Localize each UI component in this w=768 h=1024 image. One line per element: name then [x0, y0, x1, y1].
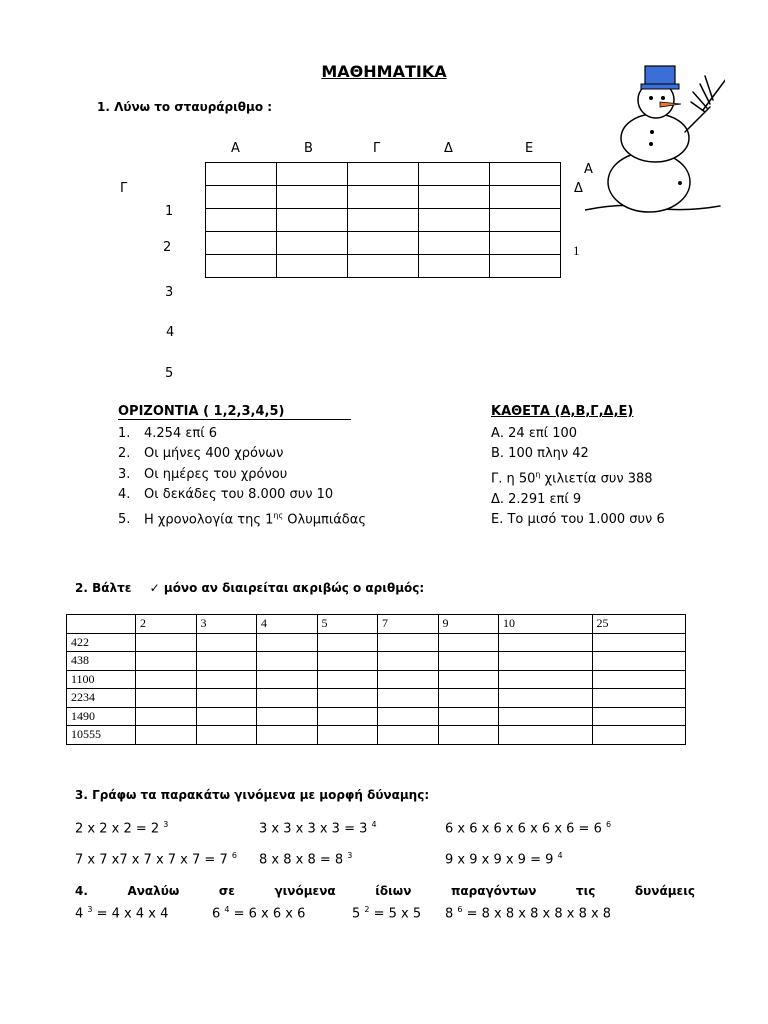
crossword-cell[interactable] — [348, 209, 419, 232]
clue-item: 5. Η χρονολογία της $1^{\eta\varsigma}$ Ολυμπιάδας — [118, 510, 366, 527]
row-label-1: 1 — [165, 204, 174, 219]
crossword-cell[interactable] — [277, 163, 348, 186]
crossword-cell[interactable] — [348, 255, 419, 278]
col-label-a: Α — [231, 141, 240, 156]
clue-item: Α. 24 επί 100 — [491, 426, 578, 441]
check-cell[interactable] — [257, 689, 318, 708]
table-row — [67, 652, 686, 671]
exercise-3-heading: 3. Γράφω τα παρακάτω γινόμενα με μορφή δύναμης: — [75, 788, 430, 802]
expansion-item: 8 $^6$ = 8 x 8 x 8 x 8 x 8 x 8 — [445, 905, 612, 922]
check-cell[interactable] — [196, 633, 257, 652]
col-label-d: Δ — [444, 141, 453, 156]
crossword-cell[interactable] — [490, 255, 561, 278]
check-cell[interactable] — [136, 707, 197, 726]
number-cell: 422 — [67, 633, 136, 652]
check-cell[interactable] — [257, 652, 318, 671]
check-cell[interactable] — [378, 633, 439, 652]
exercise-1-heading: 1. Λύνω το σταυράριθμο : — [97, 100, 273, 114]
expansion-item: 5 $^2$ = 5 x 5 — [352, 905, 422, 922]
crossword-grid — [205, 162, 561, 278]
check-cell[interactable] — [317, 726, 378, 745]
crossword-cell[interactable] — [277, 232, 348, 255]
clue-item: 3. Οι ημέρες του χρόνου — [118, 466, 288, 482]
number-cell: 2234 — [67, 689, 136, 708]
check-cell[interactable] — [592, 633, 686, 652]
table-corner-cell — [67, 615, 136, 634]
expansion-item: 4 $^3$ = 4 x 4 x 4 — [75, 905, 169, 922]
check-cell[interactable] — [499, 707, 593, 726]
snowman-button — [650, 130, 654, 134]
col-label-c: Γ — [373, 141, 381, 156]
row-label-4: 4 — [166, 325, 175, 340]
clue-item: Δ. 2.291 επί 9 — [491, 491, 582, 507]
divisor-header: 4 — [257, 615, 318, 634]
table-row — [67, 707, 686, 726]
check-cell[interactable] — [592, 689, 686, 708]
side-letter-left: Γ — [120, 181, 128, 196]
table-row — [67, 726, 686, 745]
snowman-eye — [649, 96, 653, 100]
check-cell[interactable] — [196, 689, 257, 708]
check-cell[interactable] — [196, 707, 257, 726]
clue-item: 4. Οι δεκάδες του 8.000 συν 10 — [118, 487, 334, 503]
expansion-item: 6 $^4$ = 6 x 6 x 6 — [212, 905, 306, 922]
check-cell[interactable] — [136, 670, 197, 689]
check-cell[interactable] — [438, 689, 499, 708]
crossword-cell[interactable] — [419, 186, 490, 209]
crossword-cell[interactable] — [277, 209, 348, 232]
crossword-cell[interactable] — [490, 232, 561, 255]
crossword-cell[interactable] — [277, 186, 348, 209]
table-row — [67, 689, 686, 708]
divisor-header: 5 — [317, 615, 378, 634]
crossword-cell[interactable] — [348, 163, 419, 186]
check-cell[interactable] — [196, 726, 257, 745]
divisor-header: 2 — [136, 615, 197, 634]
power-item: 2 x 2 x 2 = 2 $^3$ — [75, 820, 169, 837]
divisor-header: 9 — [438, 615, 499, 634]
table-row — [67, 633, 686, 652]
check-cell[interactable] — [438, 707, 499, 726]
crossword-cell[interactable] — [206, 209, 277, 232]
row-label-3: 3 — [165, 285, 174, 300]
crossword-cell[interactable] — [419, 163, 490, 186]
number-cell: 1100 — [67, 670, 136, 689]
check-cell[interactable] — [196, 652, 257, 671]
crossword-cell[interactable] — [348, 232, 419, 255]
crossword-cell[interactable] — [206, 163, 277, 186]
divisor-header: 10 — [499, 615, 593, 634]
check-cell[interactable] — [317, 707, 378, 726]
side-letter-right-d: Δ — [574, 181, 583, 196]
crossword-cell[interactable] — [419, 232, 490, 255]
check-cell[interactable] — [438, 652, 499, 671]
check-cell[interactable] — [499, 633, 593, 652]
crossword-cell[interactable] — [348, 186, 419, 209]
power-item: 6 x 6 x 6 x 6 x 6 x 6 = 6 $^6$ — [445, 820, 612, 837]
side-number-right: 1 — [573, 243, 580, 258]
check-cell[interactable] — [317, 633, 378, 652]
divisor-header: 7 — [378, 615, 439, 634]
snowman-eye — [661, 96, 665, 100]
vertical-heading: ΚΑΘΕΤΑ (Α,Β,Γ,Δ,Ε) — [491, 404, 634, 419]
row-label-5: 5 — [165, 366, 174, 381]
exercise-4-heading: 4. Αναλύω σε γινόμενα ίδιων παραγόντων τις δυνάμεις — [75, 884, 695, 898]
check-cell[interactable] — [257, 633, 318, 652]
table-header-row — [67, 615, 686, 634]
number-cell: 1490 — [67, 707, 136, 726]
snowman-button — [649, 142, 653, 146]
check-cell[interactable] — [136, 726, 197, 745]
power-item: 3 x 3 x 3 x 3 = 3 $^4$ — [259, 820, 377, 837]
check-cell[interactable] — [499, 652, 593, 671]
row-label-2: 2 — [163, 240, 172, 255]
check-cell[interactable] — [499, 670, 593, 689]
crossword-cell[interactable] — [419, 255, 490, 278]
check-cell[interactable] — [592, 652, 686, 671]
check-cell[interactable] — [378, 670, 439, 689]
crossword-cell[interactable] — [206, 186, 277, 209]
page-title: ΜΑΘΗΜΑΤΙΚΑ — [321, 62, 447, 81]
snowman-button — [678, 181, 682, 185]
col-label-b: Β — [304, 141, 313, 156]
crossword-cell[interactable] — [490, 163, 561, 186]
snowman-illustration — [585, 62, 725, 220]
check-cell[interactable] — [378, 726, 439, 745]
check-cell[interactable] — [378, 652, 439, 671]
check-cell[interactable] — [257, 726, 318, 745]
check-cell[interactable] — [317, 670, 378, 689]
check-cell[interactable] — [136, 652, 197, 671]
snowman-arm — [685, 107, 710, 132]
vertical-clues — [491, 424, 665, 530]
check-cell[interactable] — [136, 633, 197, 652]
side-letter-right-a: Α — [584, 162, 593, 177]
clue-item: 2. Οι μήνες 400 χρόνων — [118, 446, 284, 462]
check-cell[interactable] — [438, 670, 499, 689]
clue-item: 1. 4.254 επί 6 — [118, 426, 218, 441]
check-cell[interactable] — [317, 689, 378, 708]
check-cell[interactable] — [317, 652, 378, 671]
check-cell[interactable] — [257, 670, 318, 689]
clue-item: Β. 100 πλην 42 — [491, 446, 589, 462]
crossword-cell[interactable] — [419, 209, 490, 232]
check-icon: ✓ — [149, 581, 160, 595]
check-cell[interactable] — [378, 689, 439, 708]
check-cell[interactable] — [499, 726, 593, 745]
exercise-2-heading: 2. Βάλτε ✓ μόνο αν διαιρείται ακριβώς ο αριθμός: — [75, 581, 425, 595]
check-cell[interactable] — [438, 726, 499, 745]
divisor-header: 25 — [592, 615, 686, 634]
horizontal-heading: ΟΡΙΖΟΝΤΙΑ ( 1,2,3,4,5) — [118, 404, 351, 420]
crossword-cell[interactable] — [277, 255, 348, 278]
crossword-cell[interactable] — [206, 232, 277, 255]
clue-item: Γ. η $50^\eta$ χιλιετία συν 388 — [491, 469, 653, 487]
divisor-header: 3 — [196, 615, 257, 634]
horizontal-clues — [118, 424, 366, 530]
power-item: 8 x 8 x 8 = 8 $^3$ — [259, 851, 353, 868]
crossword-cell[interactable] — [490, 209, 561, 232]
broom-stick — [703, 67, 725, 110]
check-cell[interactable] — [592, 707, 686, 726]
check-cell[interactable] — [378, 707, 439, 726]
power-item: 7 x 7 x7 x 7 x 7 x 7 = 7 $^6$ — [75, 851, 237, 868]
snowman-hat-brim — [641, 84, 679, 89]
power-item: 9 x 9 x 9 x 9 = 9 $^4$ — [445, 851, 563, 868]
number-cell: 438 — [67, 652, 136, 671]
check-cell[interactable] — [499, 689, 593, 708]
table-row — [67, 670, 686, 689]
clue-item: Ε. Το μισό του 1.000 συν 6 — [491, 511, 665, 527]
check-cell[interactable] — [592, 670, 686, 689]
check-cell[interactable] — [136, 689, 197, 708]
crossword-cell[interactable] — [206, 255, 277, 278]
check-cell[interactable] — [438, 633, 499, 652]
col-label-e: Ε — [525, 141, 534, 156]
snowman-torso — [621, 114, 689, 162]
check-cell[interactable] — [257, 707, 318, 726]
check-cell[interactable] — [196, 670, 257, 689]
crossword-cell[interactable] — [490, 186, 561, 209]
number-cell: 10555 — [67, 726, 136, 745]
check-cell[interactable] — [592, 726, 686, 745]
divisibility-table — [66, 614, 686, 745]
